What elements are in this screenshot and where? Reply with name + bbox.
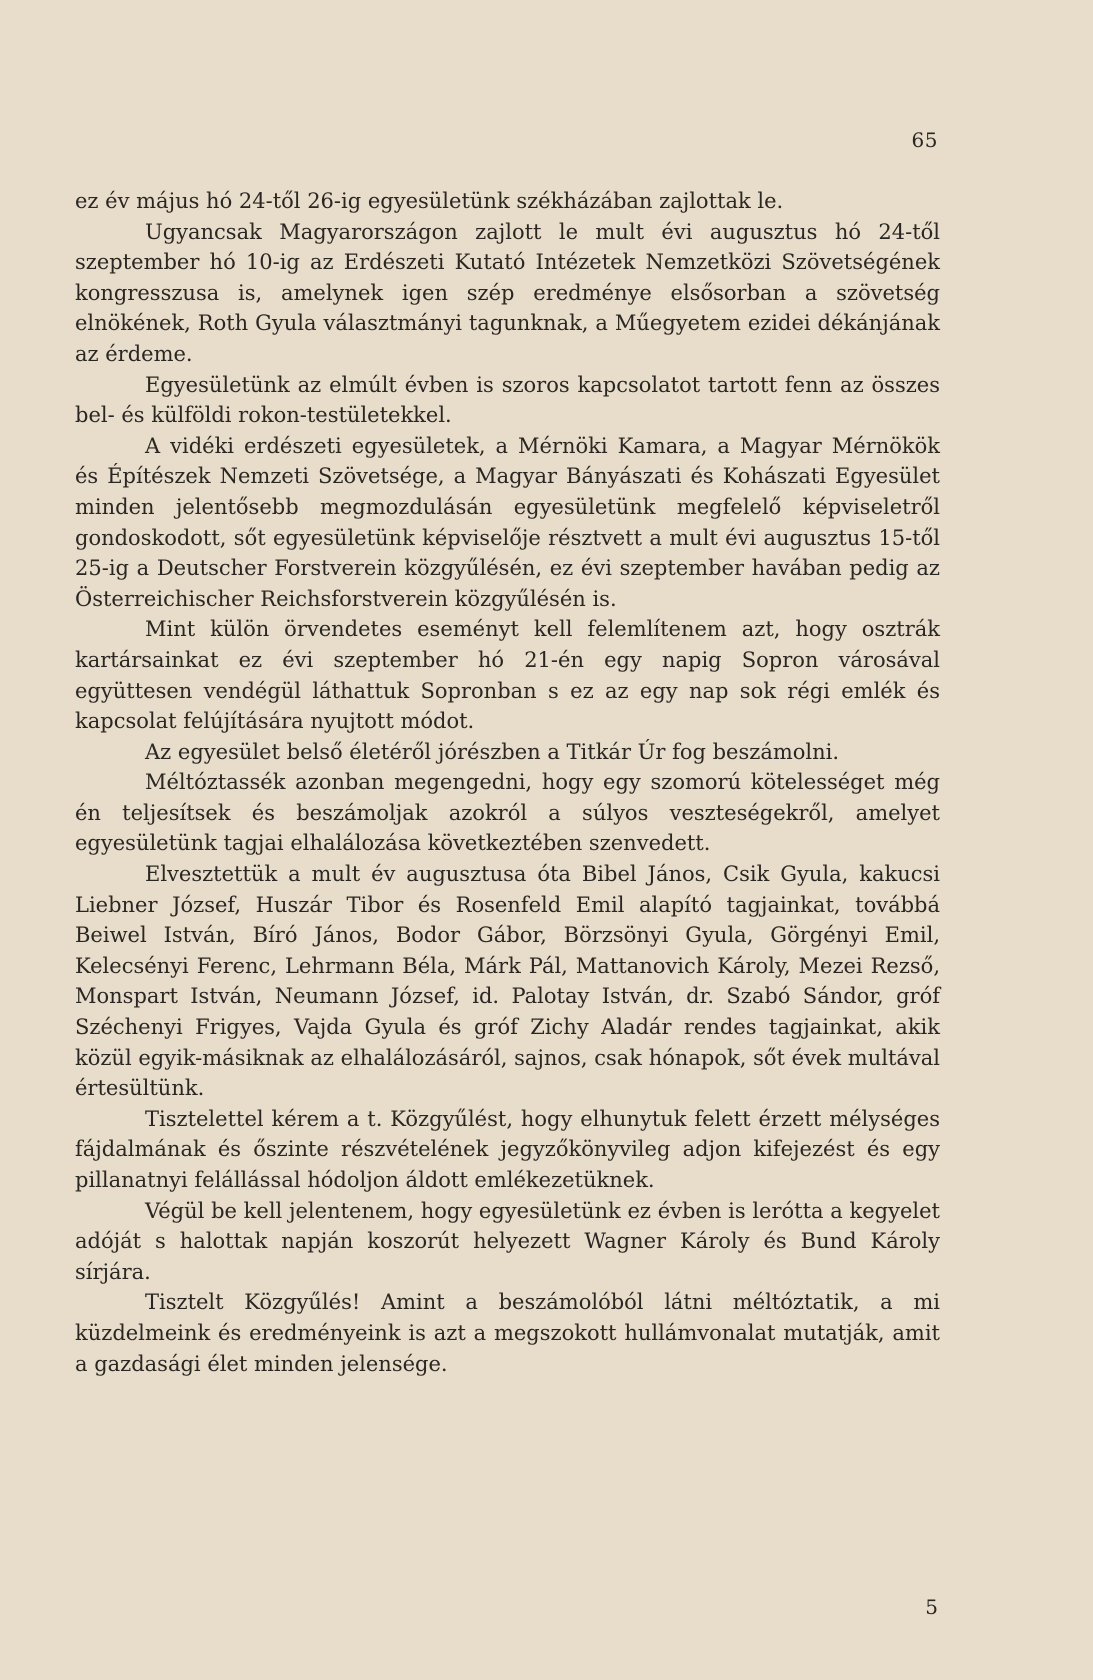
paragraph: Tisztelettel kérem a t. Közgyűlést, hogy elhunytuk felett érzett mélységes fájdalmának és őszinte részvételének jegyzőkönyvileg adjon kifejezést és egy pillanatnyi felállással hódoljon áldott emlékezetüknek. xyxy=(75,1106,940,1192)
paragraph: Ugyancsak Magyarországon zajlott le mult évi augusztus hó 24-től szeptember hó 10-ig az Erdészeti Kutató Intézetek Nemzetközi Szövetségének kongresszusa is, amelynek igen szép eredménye elsősorban a szövetség elnökének, Roth Gyula választmányi tagunknak, a Műegyetem ezidei dékánjának az érdeme. xyxy=(75,219,940,366)
page-number: 65 xyxy=(911,128,938,152)
signature-mark: 5 xyxy=(925,1595,938,1619)
paragraph: Mint külön örvendetes eseményt kell felemlítenem azt, hogy osztrák kartársainkat ez évi szeptember hó 21-én egy napig Sopron városával együttesen vendégül láthattuk Sopronban s ez az egy nap sok régi emlék és kapcsolat felújítására nyujtott módot. xyxy=(75,617,940,734)
paragraph: Tisztelt Közgyűlés! Amint a beszámolóból látni méltóztatik, a mi küzdelmeink és eredményeink is azt a megszokott hullámvonalat mutatják, amit a gazdasági élet minden jelensége. xyxy=(75,1290,940,1376)
paragraph: Végül be kell jelentenem, hogy egyesületünk ez évben is lerótta a kegyelet adóját s halottak napján koszorút helyezett Wagner Károly és Bund Károly sírjára. xyxy=(75,1198,940,1284)
paragraph: Méltóztassék azonban megengedni, hogy egy szomorú kötelességet még én teljesítsek és beszámoljak azokról a súlyos veszteségekről, amelyet egyesületünk tagjai elhalálozása következtében szenvedett. xyxy=(75,770,940,856)
paragraph: Az egyesület belső életéről jórészben a Titkár Úr fog beszámolni. xyxy=(145,739,840,764)
paragraph: Egyesületünk az elmúlt évben is szoros kapcsolatot tartott fenn az összes bel- és külföldi rokon-testületekkel. xyxy=(75,372,940,428)
paragraph: Elvesztettük a mult év augusztusa óta Bibel János, Csik Gyula, kakucsi Liebner József, Huszár Tibor és Rosenfeld Emil alapító tagjainkat, továbbá Beiwel István, Bíró János, Bodor Gábor, Börzsönyi Gyula, Görgényi Emil, Kelecsényi Ferenc, Lehrmann Béla, Márk Pál, Mattanovich Károly, Mezei Rezső, Monspart István, Neumann József, id. Palotay István, dr. Szabó Sándor, gróf Széchenyi Frigyes, Vajda Gyula és gróf Zichy Aladár rendes tagjainkat, akik közül egyik-másiknak az elhalálozásáról, sajnos, csak hónapok, sőt évek multával értesültünk. xyxy=(75,862,940,1101)
paragraph: ez év május hó 24-től 26-ig egyesületünk székházában zajlottak le. xyxy=(75,189,784,213)
paragraph: A vidéki erdészeti egyesületek, a Mérnöki Kamara, a Magyar Mérnökök és Építészek Nemzeti Szövetsége, a Magyar Bányászati és Kohászati Egyesület minden jelentősebb megmozdulásán egyesületünk megfelelő képviseletről gondoskodott, sőt egyesületünk képviselője résztvett a mult évi augusztus 15-től 25-ig a Deutscher Forstverein közgyűlésén, ez évi szeptember havában pedig az Österreichischer Reichsforstverein közgyűlésén is. xyxy=(75,433,940,611)
body-text xyxy=(75,186,940,1379)
